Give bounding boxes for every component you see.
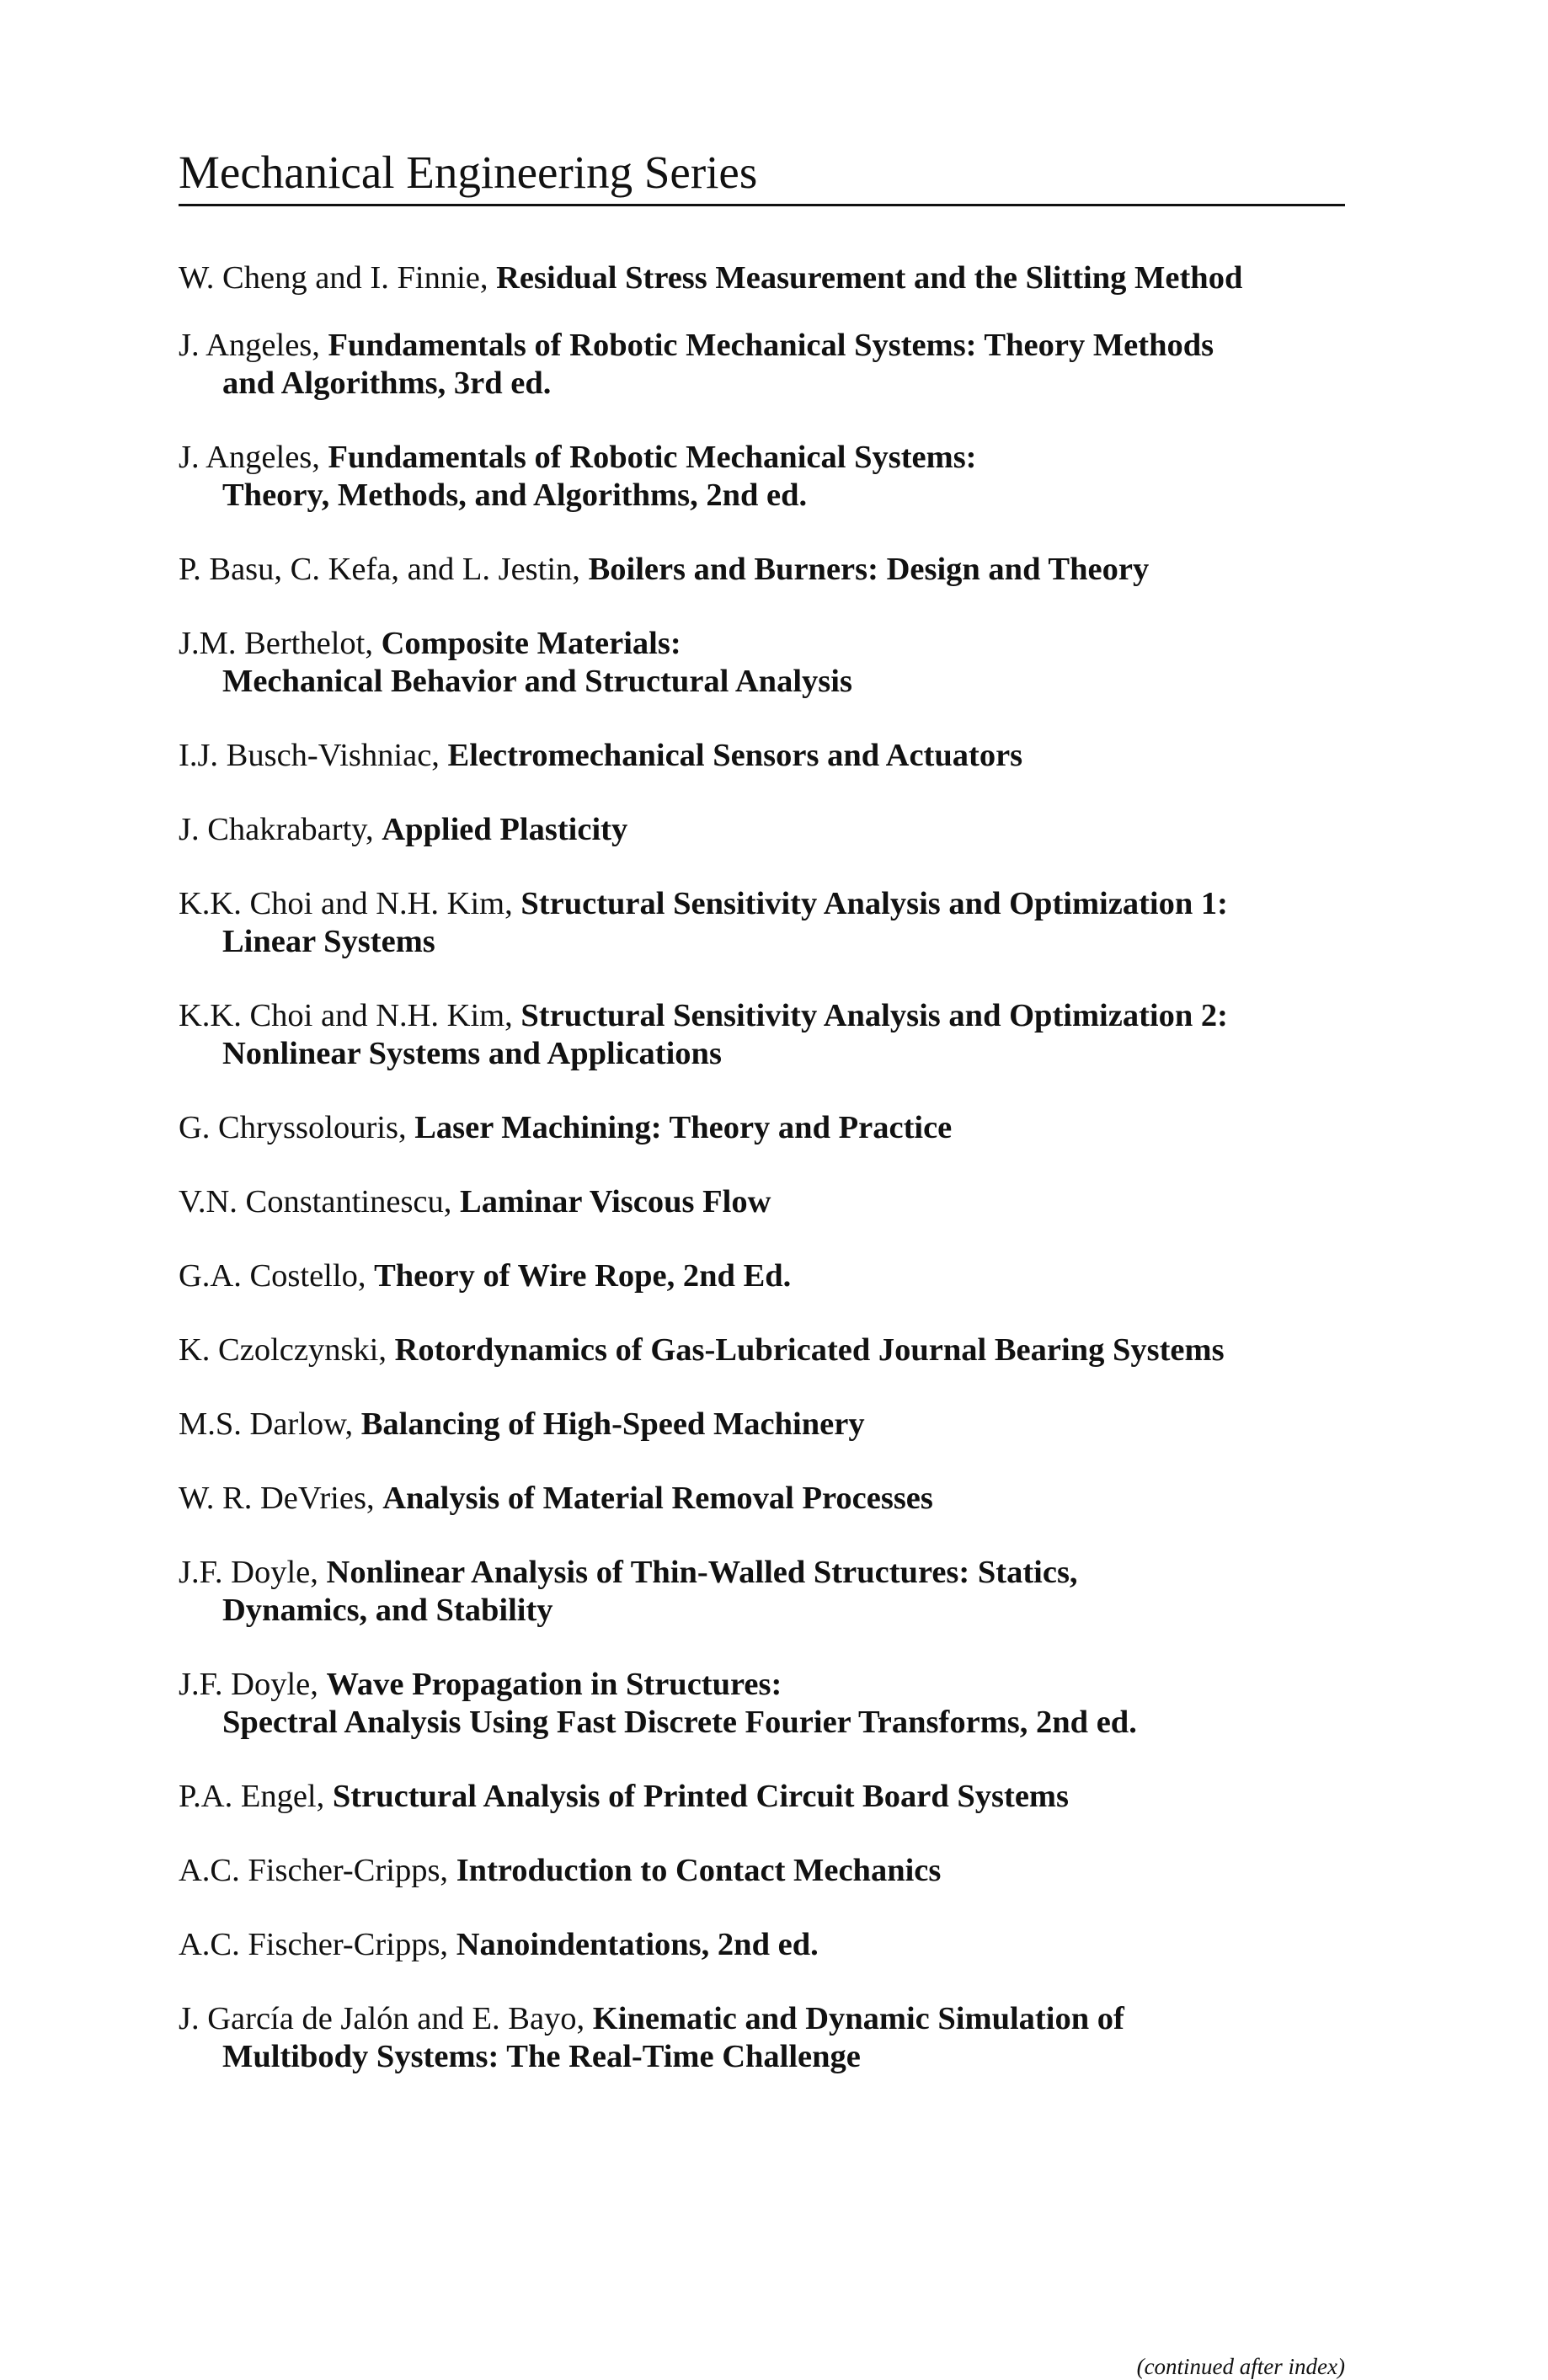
book-title-continued: Mechanical Behavior and Structural Analysis	[222, 663, 852, 699]
list-item	[179, 1480, 1345, 1518]
list-item	[179, 1109, 1345, 1147]
book-title: Laser Machining: Theory and Practice	[414, 1109, 953, 1145]
book-title-continued: Dynamics, and Stability	[222, 1592, 553, 1628]
book-authors: P. Basu, C. Kefa, and L. Jestin,	[179, 551, 580, 587]
book-authors: J. Angeles,	[179, 439, 320, 475]
book-authors: W. R. DeVries,	[179, 1480, 375, 1516]
book-authors: J. García de Jalón and E. Bayo,	[179, 2000, 585, 2036]
book-title: Introduction to Contact Mechanics	[456, 1852, 942, 1888]
book-title: Fundamentals of Robotic Mechanical Systems:	[328, 439, 977, 475]
list-item	[179, 259, 1345, 297]
book-title: Structural Sensitivity Analysis and Optimization 1:	[520, 885, 1228, 921]
book-authors: W. Cheng and I. Finnie,	[179, 259, 488, 296]
book-authors: A.C. Fischer-Cripps,	[179, 1852, 449, 1888]
book-authors: G.A. Costello,	[179, 1257, 366, 1294]
book-title: Laminar Viscous Flow	[460, 1183, 771, 1219]
series-page	[179, 147, 1345, 2379]
book-authors: P.A. Engel,	[179, 1778, 325, 1814]
book-title-continued: Linear Systems	[222, 923, 435, 959]
book-title: Structural Sensitivity Analysis and Optimization 2:	[520, 997, 1228, 1033]
list-item	[179, 2000, 1345, 2076]
list-item	[179, 1778, 1345, 1816]
book-authors: J. Chakrabarty,	[179, 811, 374, 847]
book-authors: A.C. Fischer-Cripps,	[179, 1926, 449, 1962]
list-item	[179, 1331, 1345, 1369]
book-list	[179, 259, 1345, 2076]
book-authors: J.F. Doyle,	[179, 1554, 318, 1590]
list-item	[179, 811, 1345, 849]
book-title: Residual Stress Measurement and the Slitting Method	[496, 259, 1243, 296]
list-item	[179, 885, 1345, 961]
list-item	[179, 1666, 1345, 1742]
book-title: Analysis of Material Removal Processes	[382, 1480, 933, 1516]
book-title: Balancing of High-Speed Machinery	[360, 1406, 865, 1442]
book-title: Nonlinear Analysis of Thin-Walled Structures: Statics,	[326, 1554, 1078, 1590]
book-title: Applied Plasticity	[382, 811, 628, 847]
list-item	[179, 997, 1345, 1073]
list-item	[179, 1183, 1345, 1221]
book-authors: I.J. Busch-Vishniac,	[179, 737, 440, 773]
book-authors: J.F. Doyle,	[179, 1666, 318, 1702]
book-authors: J.M. Berthelot,	[179, 625, 373, 661]
list-item	[179, 1257, 1345, 1295]
continued-note: (continued after index)	[1136, 2354, 1345, 2379]
book-authors: K.K. Choi and N.H. Kim,	[179, 885, 513, 921]
list-item	[179, 327, 1345, 403]
book-title: Electromechanical Sensors and Actuators	[447, 737, 1023, 773]
list-item	[179, 1926, 1345, 1964]
book-authors: J. Angeles,	[179, 327, 320, 363]
series-title: Mechanical Engineering Series	[179, 147, 1345, 206]
list-item	[179, 737, 1345, 775]
list-item	[179, 1406, 1345, 1443]
book-title-continued: Spectral Analysis Using Fast Discrete Fourier Transforms, 2nd ed.	[222, 1704, 1137, 1740]
book-title: Rotordynamics of Gas-Lubricated Journal Bearing Systems	[394, 1331, 1225, 1368]
list-item	[179, 1554, 1345, 1630]
book-title-continued: Multibody Systems: The Real-Time Challenge	[222, 2038, 861, 2074]
book-title: Nanoindentations, 2nd ed.	[456, 1926, 819, 1962]
book-title: Theory of Wire Rope, 2nd Ed.	[374, 1257, 792, 1294]
book-authors: K. Czolczynski,	[179, 1331, 387, 1368]
book-title: Wave Propagation in Structures:	[326, 1666, 782, 1702]
book-title-continued: Nonlinear Systems and Applications	[222, 1035, 722, 1071]
book-title: Fundamentals of Robotic Mechanical Systems: Theory Methods	[328, 327, 1214, 363]
book-title: Boilers and Burners: Design and Theory	[588, 551, 1150, 587]
book-authors: G. Chryssolouris,	[179, 1109, 407, 1145]
book-title: Structural Analysis of Printed Circuit Board Systems	[332, 1778, 1069, 1814]
book-title: Kinematic and Dynamic Simulation of	[592, 2000, 1124, 2036]
book-title-continued: Theory, Methods, and Algorithms, 2nd ed.	[222, 477, 808, 513]
list-item	[179, 1852, 1345, 1890]
book-authors: K.K. Choi and N.H. Kim,	[179, 997, 513, 1033]
list-item	[179, 625, 1345, 701]
book-authors: V.N. Constantinescu,	[179, 1183, 452, 1219]
book-title-continued: and Algorithms, 3rd ed.	[222, 365, 552, 401]
list-item	[179, 551, 1345, 589]
book-title: Composite Materials:	[381, 625, 681, 661]
book-authors: M.S. Darlow,	[179, 1406, 354, 1442]
list-item	[179, 439, 1345, 515]
